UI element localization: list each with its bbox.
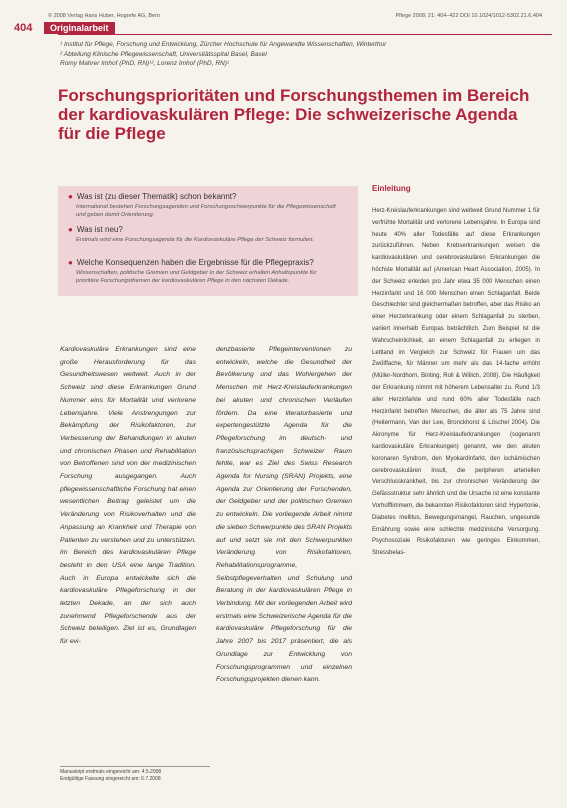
page-number: 404 xyxy=(14,22,33,34)
header-meta xyxy=(48,13,542,19)
intro-text: Herz-Kreislauferkrankungen sind weltweit Grund Nummer 1 für verfrühte Mortalität und verlorene Lebensjahre. In Europa sind heute 40% aller Todesfälle auf diese Erkrankungen zurückzuführen. Neben Krebserkrankungen weisen die kardiovaskulären und cerebrovaskulären Erkrankungen die höchste Mortalität auf (American Heart Association, 2005). In der Schweiz erleiden pro Jahr etwa 35 000 Menschen einen Herzinfarkt und 16 000 Menschen einen Schlaganfall. Beide Geschlechter sind gleichermaßen betroffen, aber das Risiko an einer Herzerkrankung oder einem Schlaganfall zu sterben, variiert innerhalb Europas beträchtlich. Zum Beispiel ist die Wahrscheinlichkeit, an einem Schlaganfall zu erliegen in Lettland im Vergleich zur Schweiz für Frauen um das Zwölffache, für Männer um mehr als das 14-fache erhöht (Müller-Nordhorn, Binting, Roll & Willich, 2008). Die Häufigkeit der Erkrankung nimmt mit höherem Lebensalter zu. Rund 1/3 aller Herzinfarkte und rund 60% aller Todesfälle nach Herzinfarkt betreffen Menschen, die älter als 75 Jahre sind (Heitermann, Van der Lee, Bronckhorst & Löschel 2004). Die Akronyme für Herz-Kreislauferkrankungen (sogenannt kardiovaskuläre Erkrankungen) genannt, wie den akuten koronaren Syndrom, den Myokardinfarkt, den ischämischen cerebrovaskulären Insult, die peripheren arteriellen Verschlusskrankheit, bis zur chronischen Veränderung der Gefässstruktur sehr ähnlich und die Ursache ist eine konstante Vorhofflimmern, die bekannten Risikofaktoren sind: Hypertonie, Diabetes mellitus, Bewegungsmangel, Rauchen, ungesunde Ernährung sowie eine schlechte medizinische Versorgung. Psychosoziale Risikofaktoren wie geringes Einkommen, Stressbelas- xyxy=(372,208,540,557)
citation-line: Pflege 2008; 21: 404–422 DOI 10.1024/1012-5302.21.6.404 xyxy=(395,13,542,19)
question-3: ● Welche Konsequenzen haben die Ergebnisse für die Pflegepraxis? xyxy=(68,258,314,267)
bullet-icon: ● xyxy=(68,225,73,234)
abstract-column-1: Kardiovaskuläre Erkrankungen sind eine große Herausforderung für das Gesundheitswesen weltweit. Auch in der Schweiz sind diese Erkrankungen Grund Nummer eins für Mortalität und verlorene Lebensjahre. Viele Anstrengungen zur Bekämpfung der Risikofaktoren, zur Verbesserung der Behandlungen in akuten und chronischen Phasen und Rehabilitation von Betroffenen sind von der medizinischen Forschung ausgegangen. Auch pflegewissenschaftliche Forschung hat einen wesentlichen Beitrag geleistet um die Veränderung von Risikoverhalten und die Anpassung an Krankheit und Therapie von Patienten zu verstehen und zu unterstützen. Im Bereich des kardiovaskulären Pflege besteht in den USA eine lange Tradition. Auch in Europa entwickelte sich die kardiovaskuläre Pflegeforschung in der letzten Dekade, an der sich auch zunehmend Pflegeforschende aus der Schweiz beteiligen. Ziel ist es, Grundlagen für evi- xyxy=(60,346,196,646)
question-1: ● Was ist (zu dieser Thematik) schon bekannt? xyxy=(68,192,237,201)
article-title: Forschungsprioritäten und Forschungsthemen im Bereich der kardiovaskulären Pflege: Die schweizerische Agenda für die Pflege xyxy=(58,86,530,143)
intro-heading: Einleitung xyxy=(372,184,411,193)
bullet-icon: ● xyxy=(68,192,73,201)
submitted-date: Manuskript erstmals eingereicht am: 4.5.2008 xyxy=(60,769,162,775)
answer-1: International bestehen Forschungsagenden und Forschungsschwerpunkte für die Pflegewissenschaft und geben damit Orientierung. xyxy=(76,204,336,218)
question-2: ● Was ist neu? xyxy=(68,225,123,234)
bullet-icon: ● xyxy=(68,258,73,267)
header-bar xyxy=(14,22,115,34)
affiliation-1: ¹ Institut für Pflege, Forschung und Entwicklung, Zürcher Hochschule für Angewandte Wissenschaften, Winterthur xyxy=(60,41,387,48)
affiliations xyxy=(60,40,530,69)
manuscript-dates xyxy=(60,766,210,783)
section-label: Originalarbeit xyxy=(44,22,115,34)
answer-3: Wissenschaften, politische Gremien und Geldgeber in der Schweiz erhalten Anhaltspunkte für prioritäre Forschungsthemen der kardiovaskulären Pflege in den nächsten Dekade. xyxy=(76,270,317,284)
header-rule xyxy=(58,22,552,35)
summary-box xyxy=(58,186,358,296)
copyright-line: © 2008 Verlag Hans Huber, Hogrefe AG, Bern xyxy=(48,13,160,19)
authors: Romy Mahrer Imhof (PhD, RN)¹², Lorenz Imhof (PhD, RN)¹ xyxy=(60,60,230,67)
affiliation-2: ² Abteilung Klinische Pflegewissenschaft, Universitätsspital Basel, Basel xyxy=(60,50,267,58)
final-date: Endgültige Fassung eingereicht am: 6.7.2008 xyxy=(60,776,161,782)
abstract-column-2: denzbasierte Pflegeinterventionen zu entwickeln, welche die Gesundheit der Bevölkerung und das Wohlergehen der Menschen mit Herz-Kreislauferkrankungen bei akuten und chronischen Verläufen fördern. Da eine literaturbasierte und expertengestützte Agenda für die Pflegeforschung im deutsch- und französischsprachigen Schweizer Raum fehlte, war es Ziel des Swiss Research Agenda for Nursing (SRAN) Projekts, eine Agenda zur Orientierung der Forschenden, der Geldgeber und der politischen Gremien zu entwickeln. Die vorliegende Arbeit nimmt die sieben Schwerpunkte des SRAN Projekts auf und setzt sie mit den Schwerpunkten Veränderung von Risikofaktoren, Rehabilitationsprogramme, Selbstpflegeverhalten und Schulung und Beratung in der kardiovaskulären Pflege in Verbindung. Mit der vorliegenden Arbeit wird erstmals eine Schweizerische Agenda für die kardiovaskuläre Pflegeforschung für die Jahre 2007 bis 2017 präsentiert, die als Grundlage zur Entwicklung von Forschungsprogrammen und einzelnen Forschungsprojekten dienen kann. xyxy=(216,346,353,684)
answer-2: Erstmals wird eine Forschungsagenda für die Kardiovaskuläre Pflege der Schweiz formuliert. xyxy=(76,237,315,243)
